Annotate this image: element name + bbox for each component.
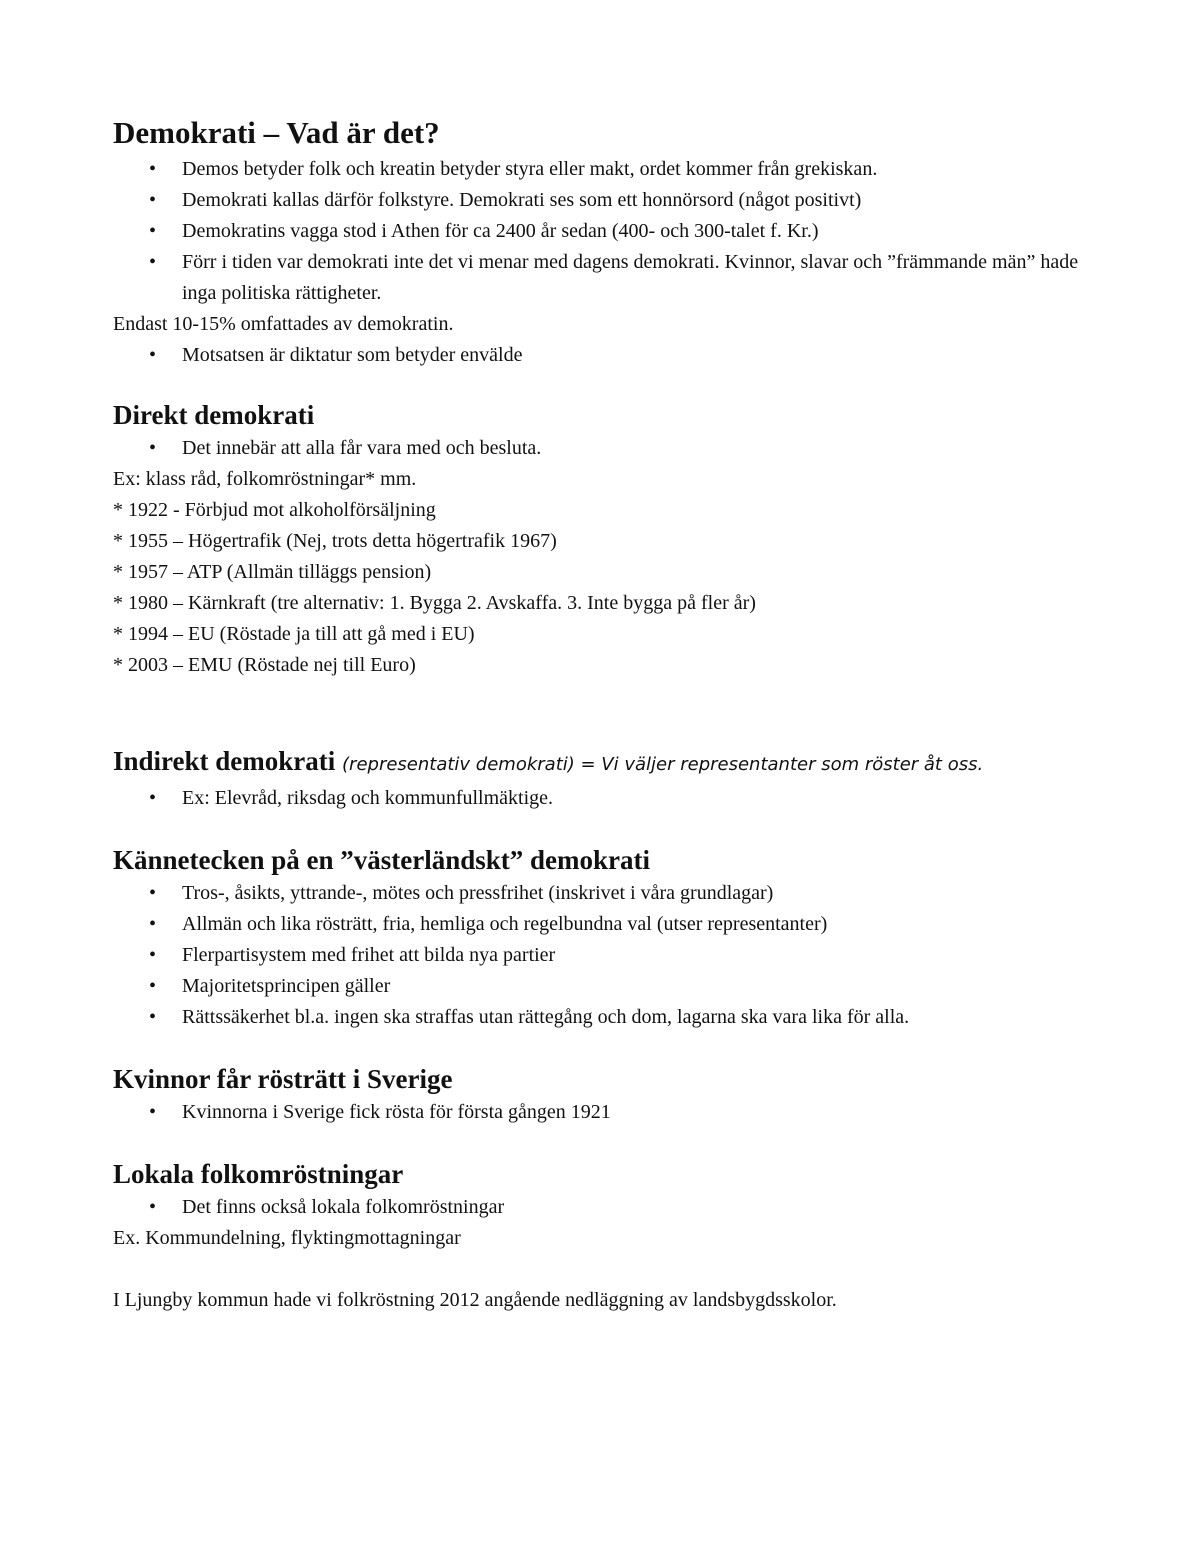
section-title-kannetecken: Kännetecken på en ”västerländskt” demokrati (113, 845, 651, 875)
list-item: • Det innebär att alla får vara med och besluta. (113, 433, 1103, 464)
text-line: * 1955 – Högertrafik (Nej, trots detta högertrafik 1967) (113, 530, 557, 552)
document-page (113, 112, 1103, 1316)
section-title-demokrati: Demokrati – Vad är det? (113, 115, 440, 150)
text-line: * 1980 – Kärnkraft (tre alternativ: 1. Bygga 2. Avskaffa. 3. Inte bygga på fler år) (113, 592, 756, 614)
bullet-icon: • (149, 975, 157, 997)
list-item: • Motsatsen är diktatur som betyder envälde (113, 340, 1103, 371)
bullet-icon: • (149, 787, 157, 809)
list-item: • Förr i tiden var demokrati inte det vi menar med dagens demokrati. Kvinnor, slavar och ”främmande män” hade inga politiska rättigheter. (113, 247, 1103, 309)
section-title-direkt-demokrati: Direkt demokrati (113, 400, 315, 430)
text-line: * 1957 – ATP (Allmän tilläggs pension) (113, 561, 432, 583)
section-subtitle: (representativ demokrati) = Vi väljer representanter som röster åt oss. (342, 754, 984, 775)
list-item: • Tros-, åsikts, yttrande-, mötes och pressfrihet (inskrivet i våra grundlagar) (113, 878, 1103, 909)
list-item: • Flerpartisystem med frihet att bilda nya partier (113, 940, 1103, 971)
bullet-icon: • (149, 251, 157, 273)
note-text: Endast 10-15% omfattades av demokratin. (113, 313, 454, 335)
bullet-icon: • (149, 158, 157, 180)
bullet-list (113, 878, 1103, 1033)
list-item: • Demokratins vagga stod i Athen för ca 2400 år sedan (400- och 300-talet f. Kr.) (113, 216, 1103, 247)
text-line: Ex: klass råd, folkomröstningar* mm. (113, 468, 417, 490)
bullet-icon: • (149, 220, 157, 242)
list-item: • Demokrati kallas därför folkstyre. Demokrati ses som ett honnörsord (något positivt) (113, 185, 1103, 216)
bullet-list (113, 1097, 1103, 1128)
list-item: • Ex: Elevråd, riksdag och kommunfullmäktige. (113, 783, 1103, 814)
bullet-icon: • (149, 1196, 157, 1218)
text-line: Ex. Kommundelning, flyktingmottagningar (113, 1227, 461, 1249)
bullet-icon: • (149, 189, 157, 211)
bullet-icon: • (149, 437, 157, 459)
bullet-icon: • (149, 913, 157, 935)
section-title-kvinnor-rostratt: Kvinnor får rösträtt i Sverige (113, 1064, 453, 1094)
text-line: * 2003 – EMU (Röstade nej till Euro) (113, 654, 416, 676)
bullet-list (113, 1192, 1103, 1223)
bullet-icon: • (149, 1006, 157, 1028)
list-item: • Rättssäkerhet bl.a. ingen ska straffas utan rättegång och dom, lagarna ska vara lika för alla. (113, 1002, 1103, 1033)
bullet-icon: • (149, 1101, 157, 1123)
closing-paragraph: I Ljungby kommun hade vi folkröstning 2012 angående nedläggning av landsbygdsskolor. (113, 1289, 837, 1311)
bullet-icon: • (149, 344, 157, 366)
bullet-icon: • (149, 882, 157, 904)
text-line: * 1922 - Förbjud mot alkoholförsäljning (113, 499, 436, 521)
list-item: • Det finns också lokala folkomröstningar (113, 1192, 1103, 1223)
bullet-list (113, 433, 1103, 464)
list-item: • Majoritetsprincipen gäller (113, 971, 1103, 1002)
section-title-indirekt-demokrati: Indirekt demokrati (representativ demokrati) = Vi väljer representanter som röster åt oss. (113, 746, 984, 776)
bullet-list (113, 154, 1103, 309)
bullet-icon: • (149, 944, 157, 966)
section-title-lokala-folkomrostningar: Lokala folkomröstningar (113, 1159, 404, 1189)
list-item: • Kvinnorna i Sverige fick rösta för första gången 1921 (113, 1097, 1103, 1128)
text-line: * 1994 – EU (Röstade ja till att gå med i EU) (113, 623, 475, 645)
list-item: • Demos betyder folk och kreatin betyder styra eller makt, ordet kommer från grekiskan. (113, 154, 1103, 185)
list-item: • Allmän och lika rösträtt, fria, hemliga och regelbundna val (utser representanter) (113, 909, 1103, 940)
bullet-list (113, 340, 1103, 371)
bullet-list (113, 783, 1103, 814)
